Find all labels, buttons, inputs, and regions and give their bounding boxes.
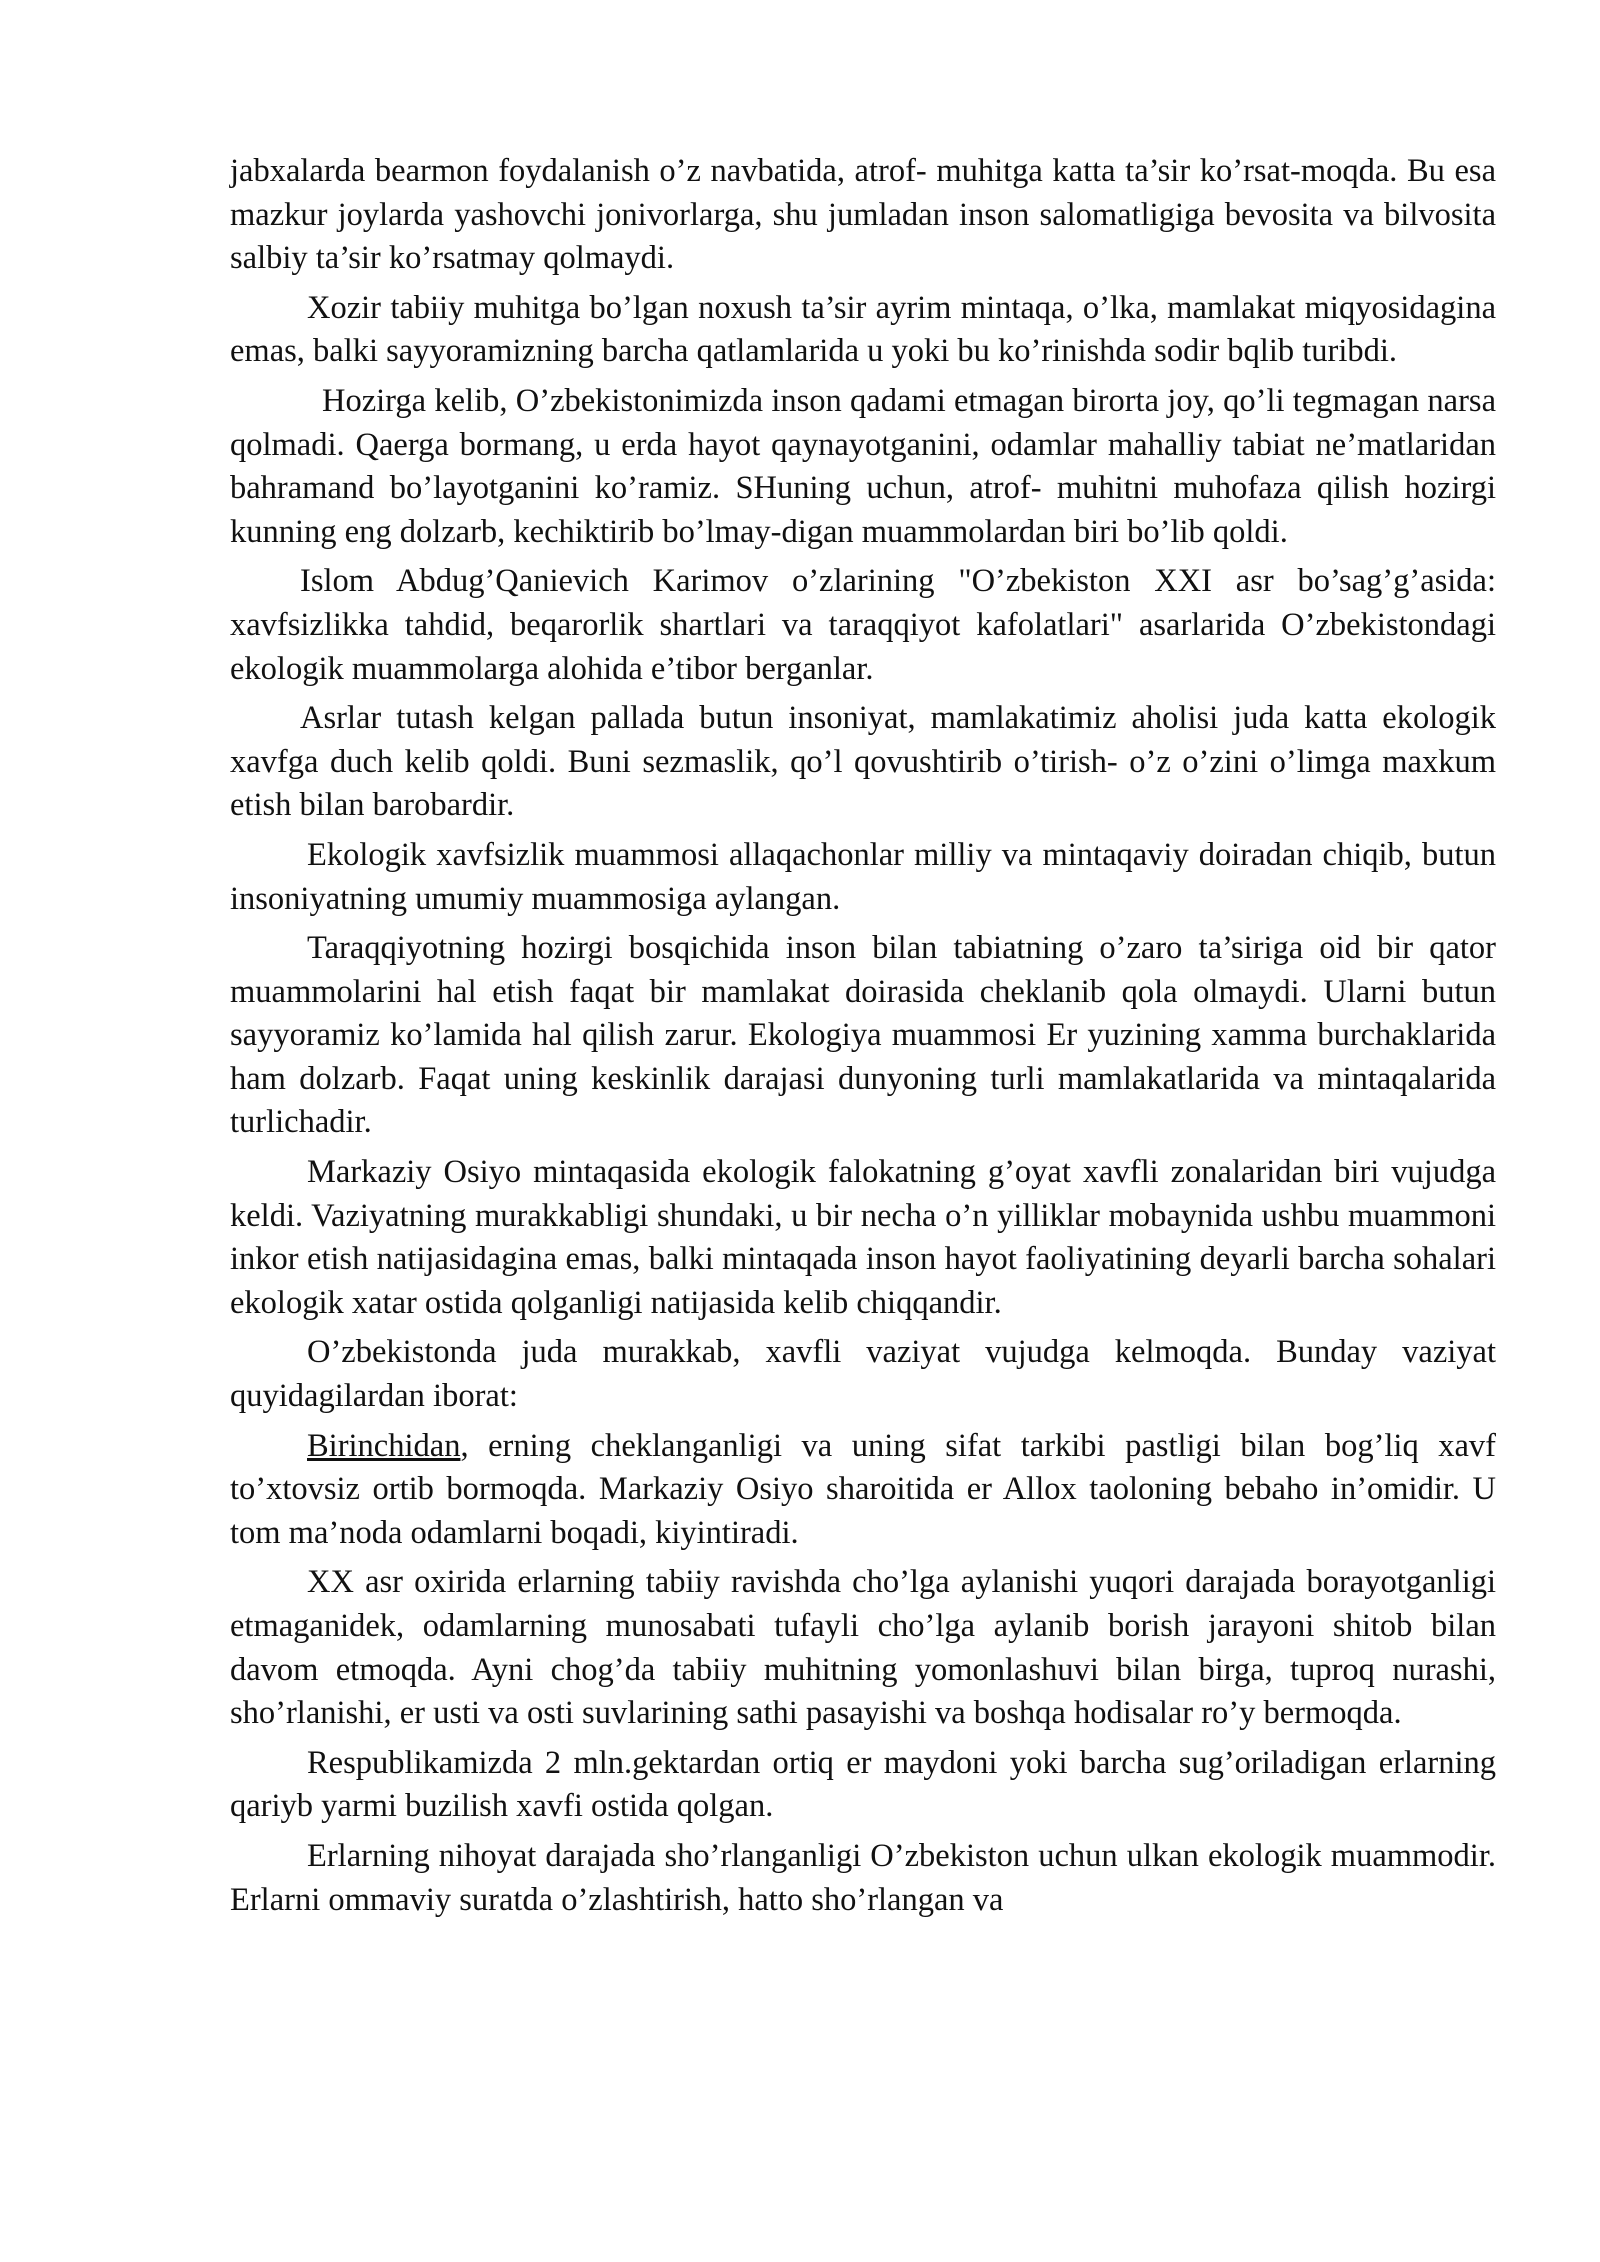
paragraph: Asrlar tutash kelgan pallada butun insoniyat, mamlakatimiz aholisi juda katta ekologik xavfga duch kelib qoldi. Buni sezmaslik, qo’l qovushtirib o’tirish- o’z o’zini o’limga maxkum etish bilan barobardir. — [230, 700, 1496, 824]
paragraph: jabxalarda bearmon foydalanish o’z navbatida, atrof- muhitga katta ta’sir ko’rsat-moqda. Bu esa mazkur joylarda yashovchi jonivorlarga, shu jumladan inson salomatligiga bevosita va bilvosita salbiy ta’sir ko’rsatmay qolmaydi. — [230, 153, 1496, 277]
paragraph: Erlarning nihoyat darajada sho’rlanganligi O’zbekiston uchun ulkan ekologik muammodir. Erlarni ommaviy suratda o’zlashtirish, hatto sho’rlangan va — [230, 1837, 1496, 1918]
paragraph: XX asr oxirida erlarning tabiiy ravishda cho’lga aylanishi yuqori darajada borayotganligi etmaganidek, odamlarning munosabati tufayli cho’lga aylanib borish jarayoni shitob bilan davom etmoqda. Ayni chog’da tabiiy muhitning yomonlashuvi bilan birga, tuproq nurashi, sho’rlanishi, er usti va osti suvlarining sathi pasayishi va boshqa hodisalar ro’y bermoqda. — [230, 1564, 1496, 1732]
paragraph: Ekologik xavfsizlik muammosi allaqachonlar milliy va mintaqaviy doiradan chiqib, butun insoniyatning umumiy muammosiga aylangan. — [230, 836, 1496, 917]
paragraph-text: , erning cheklanganligi va uning sifat tarkibi pastligi bilan bog’liq xavf to’xtovsiz ortib bormoqda. Markaziy Osiyo sharoitida er Allox taoloning bebaho in’omidir. U tom ma’noda odamlarni boqadi, kiyintiradi. — [230, 1427, 1496, 1551]
paragraph: Hozirga kelib, O’zbekistonimizda inson qadami etmagan birorta joy, qo’li tegmagan narsa qolmadi. Qaerga bormang, u erda hayot qaynayotganini, odamlar mahalliy tabiat ne’matlaridan bahramand bo’layotganini ko’ramiz. SHuning uchun, atrof- muhitni muhofaza qilish hozirgi kunning eng dolzarb, kechiktirib bo’lmay-digan muammolardan biri bo’lib qoldi. — [230, 382, 1496, 550]
paragraph: Islom Abdug’Qanievich Karimov o’zlarining "O’zbekiston XXI asr bo’sag’g’asida: xavfsizlikka tahdid, beqarorlik shartlari va taraqqiyot kafolatlari" asarlarida O’zbekistondagi ekologik muammolarga alohida e’tibor berganlar. — [230, 563, 1496, 687]
paragraph: Taraqqiyotning hozirgi bosqichida inson bilan tabiatning o’zaro ta’siriga oid bir qator muammolarini hal etish faqat bir mamlakat doirasida cheklanib qola olmaydi. Ularni butun sayyoramiz ko’lamida hal qilish zarur. Ekologiya muammosi Er yuzining xamma burchaklarida ham dolzarb. Faqat uning keskinlik darajasi dunyoning turli mamlakatlarida va mintaqalarida turlichadir. — [230, 930, 1496, 1141]
paragraph: Xozir tabiiy muhitga bo’lgan noxush ta’sir ayrim mintaqa, o’lka, mamlakat miqyosidagina emas, balki sayyoramizning barcha qatlamlarida u yoki bu ko’rinishda sodir bqlib turibdi. — [230, 289, 1496, 370]
paragraph: Markaziy Osiyo mintaqasida ekologik falokatning g’oyat xavfli zonalaridan biri vujudga keldi. Vaziyatning murakkabligi shundaki, u bir necha o’n yilliklar mobaynida ushbu muammoni inkor etish natijasidagina emas, balki mintaqada inson hayot faoliyatining deyarli barcha sohalari ekologik xatar ostida qolganligi natijasida kelib chiqqandir. — [230, 1154, 1496, 1321]
paragraph: Respublikamizda 2 mln.gektardan ortiq er maydoni yoki barcha sug’oriladigan erlarning qariyb yarmi buzilish xavfi ostida qolgan. — [230, 1744, 1496, 1825]
paragraph: O’zbekistonda juda murakkab, xavfli vaziyat vujudga kelmoqda. Bunday vaziyat quyidagilardan iborat: — [230, 1334, 1496, 1415]
document-page — [230, 150, 1496, 1928]
underlined-lead-word: Birinchidan — [307, 1427, 461, 1464]
paragraph-birinchidan — [230, 1425, 1496, 1556]
